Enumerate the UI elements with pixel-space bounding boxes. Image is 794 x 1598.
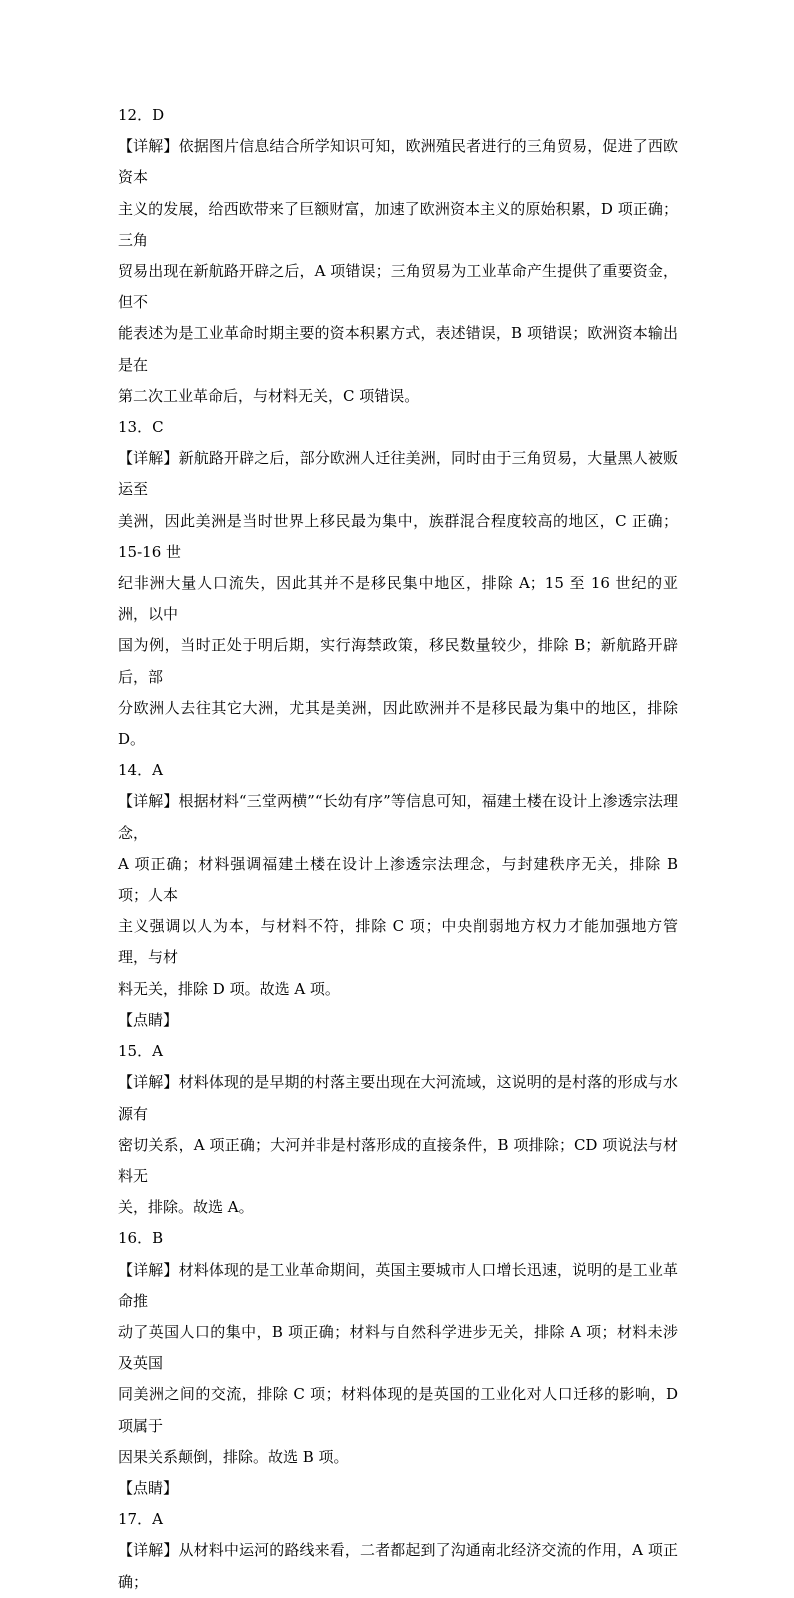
explanation-text: 第二次工业革命后，与材料无关，C 项错误。 (118, 386, 420, 405)
explanation-line (118, 256, 678, 318)
explanation-text: 材料体现的是早期的村落主要出现在大河流域，这说明的是村落的形成与水源有 (118, 1073, 678, 1123)
explanation-line (118, 506, 678, 568)
explanation-line (118, 849, 678, 911)
tip-heading: 【点睛】 (118, 1478, 179, 1497)
explanation-tag: 【详解】 (118, 1541, 179, 1560)
answer-explanations (118, 100, 678, 1598)
explanation-text: 主义的发展，给西欧带来了巨额财富，加速了欧洲资本主义的原始积累，D 项正确；三角 (118, 199, 678, 249)
explanation-text: 国为例，当时正处于明后期，实行海禁政策，移民数量较少，排除 B；新航路开辟后，部 (118, 636, 678, 686)
explanation-line (118, 630, 678, 692)
explanation-text: 从材料中运河的路线来看，二者都起到了沟通南北经济交流的作用，A 项正确； (118, 1541, 678, 1591)
explanation-text: 能表述为是工业革命时期主要的资本积累方式，表述错误，B 项错误；欧洲资本输出是在 (118, 324, 678, 374)
question-number: 14．A (118, 761, 163, 780)
explanation-line (118, 974, 678, 1005)
explanation-line (118, 131, 678, 193)
explanation-text: 材料体现的是工业革命期间，英国主要城市人口增长迅速，说明的是工业革命推 (118, 1260, 678, 1310)
question-number: 13．C (118, 418, 164, 437)
explanation-line (118, 568, 678, 630)
explanation-text: 主义强调以人为本，与材料不符，排除 C 项；中央削弱地方权力才能加强地方管理，与材 (118, 917, 678, 967)
question-number: 17．A (118, 1510, 163, 1529)
explanation-line (118, 1317, 678, 1379)
explanation-line (118, 381, 678, 412)
explanation-text: 料无关，排除 D 项。故选 A 项。 (118, 979, 340, 998)
explanation-line (118, 1130, 678, 1192)
explanation-text: 根据材料“三堂两横”“长幼有序”等信息可知，福建土楼在设计上渗透宗法理念， (118, 792, 678, 842)
explanation-text: 密切关系，A 项正确；大河并非是村落形成的直接条件，B 项排除；CD 项说法与材料无 (118, 1135, 678, 1185)
explanation-text: 因果关系颠倒，排除。故选 B 项。 (118, 1447, 349, 1466)
explanation-line (118, 693, 678, 755)
explanation-line (118, 318, 678, 380)
explanation-line (118, 1379, 678, 1441)
question-number: 12．D (118, 106, 165, 124)
explanation-line (118, 786, 678, 848)
explanation-text: 美洲，因此美洲是当时世界上移民最为集中，族群混合程度较高的地区，C 正确；15-16 世 (118, 511, 678, 561)
explanation-tag: 【详解】 (118, 1073, 179, 1092)
explanation-block (118, 786, 678, 1004)
explanation-tag: 【详解】 (118, 137, 179, 156)
explanation-tag: 【详解】 (118, 449, 179, 468)
explanation-block (118, 1255, 678, 1473)
explanation-text: 动了英国人口的集中，B 项正确；材料与自然科学进步无关，排除 A 项；材料未涉及英国 (118, 1322, 678, 1373)
explanation-text: 新航路开辟之后，部分欧洲人迁往美洲，同时由于三角贸易，大量黑人被贩运至 (118, 449, 678, 499)
explanation-text: 贸易出现在新航路开辟之后，A 项错误；三角贸易为工业革命产生提供了重要资金，但不 (118, 262, 678, 312)
explanation-line (118, 1255, 678, 1317)
explanation-line (118, 1067, 678, 1129)
explanation-block (118, 1067, 678, 1223)
explanation-block (118, 1535, 678, 1597)
explanation-line (118, 1192, 678, 1223)
tip-heading: 【点睛】 (118, 1010, 179, 1029)
explanation-block (118, 131, 678, 412)
question-number: 16．B (118, 1229, 164, 1248)
question-number: 15．A (118, 1042, 163, 1061)
explanation-line (118, 911, 678, 973)
explanation-text: A 项正确；材料强调福建土楼在设计上渗透宗法理念，与封建秩序无关，排除 B 项；人本 (118, 854, 678, 905)
explanation-tag: 【详解】 (118, 792, 179, 811)
explanation-line (118, 443, 678, 505)
explanation-block (118, 443, 678, 755)
explanation-line (118, 1535, 678, 1597)
explanation-text: 分欧洲人去往其它大洲，尤其是美洲，因此欧洲并不是移民最为集中的地区，排除 D。 (118, 698, 678, 749)
explanation-text: 纪非洲大量人口流失，因此其并不是移民集中地区，排除 A；15 至 16 世纪的亚洲，以中 (118, 574, 678, 624)
explanation-tag: 【详解】 (118, 1260, 179, 1279)
explanation-text: 同美洲之间的交流，排除 C 项；材料体现的是英国的工业化对人口迁移的影响，D 项属于 (118, 1385, 678, 1435)
explanation-line (118, 194, 678, 256)
explanation-text: 关，排除。故选 A。 (118, 1198, 254, 1217)
explanation-text: 依据图片信息结合所学知识可知，欧洲殖民者进行的三角贸易，促进了西欧资本 (118, 137, 678, 187)
explanation-line (118, 1442, 678, 1473)
